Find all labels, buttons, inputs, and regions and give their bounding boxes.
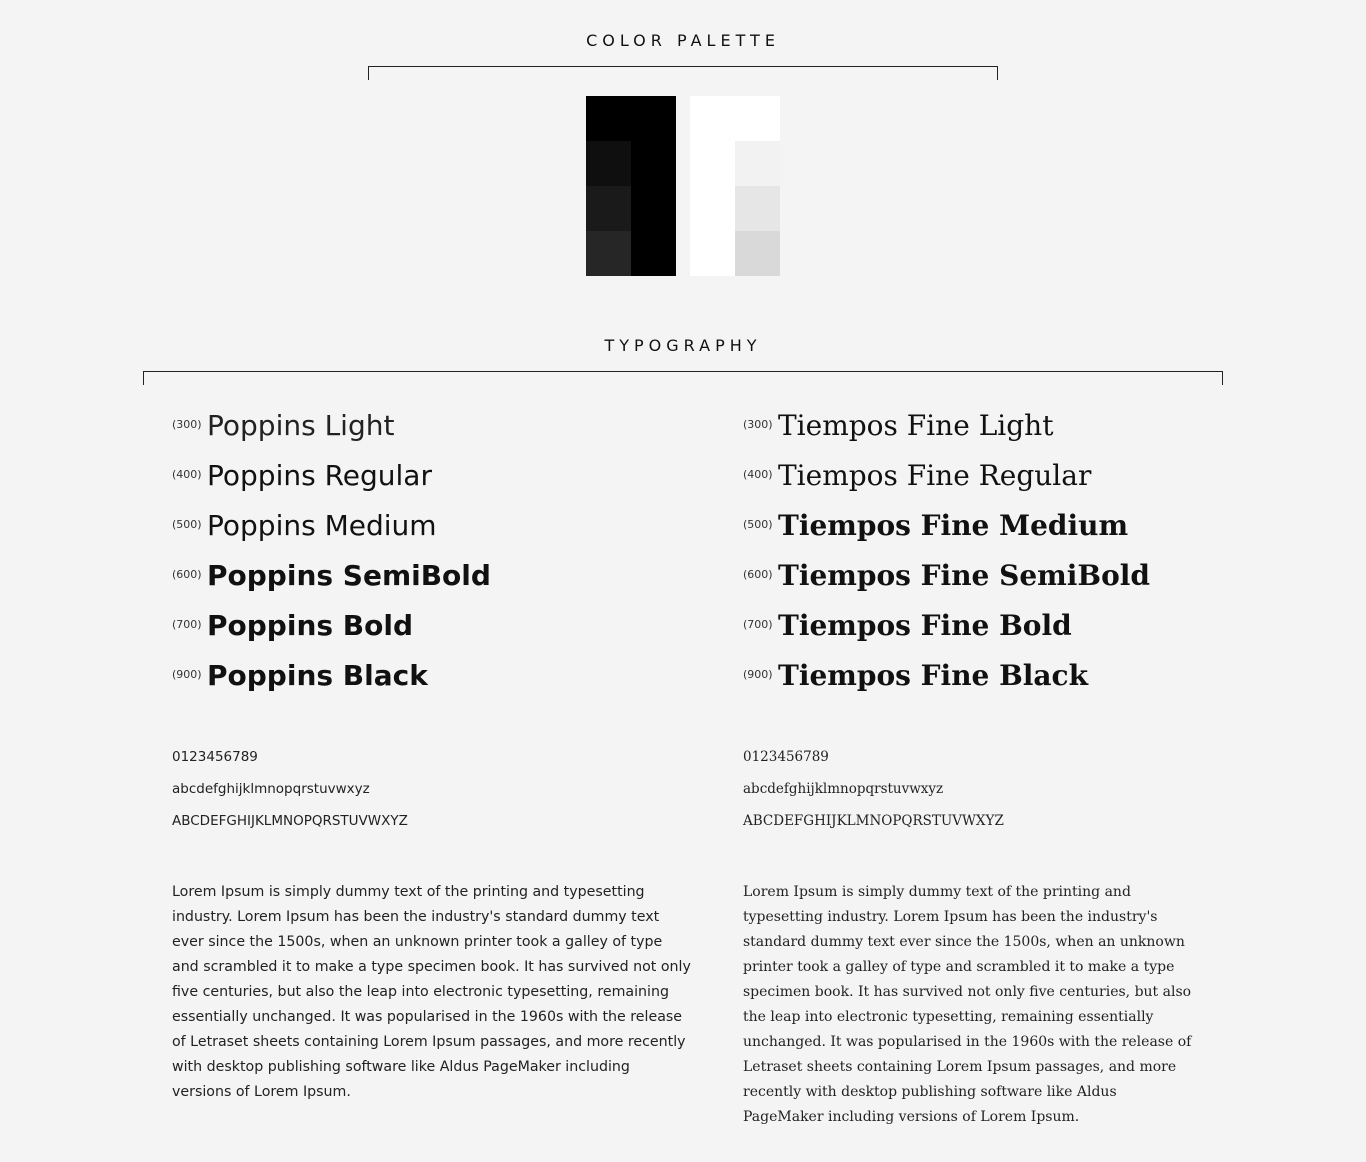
- weight-sample: Tiempos Fine Black: [778, 659, 1089, 692]
- weight-number: (600): [172, 568, 202, 581]
- weight-sample: Poppins Light: [207, 409, 395, 442]
- weight-row: [743, 658, 1203, 708]
- weight-number: (300): [172, 418, 202, 431]
- light-base-swatch: [690, 96, 735, 276]
- weight-number: (500): [172, 518, 202, 531]
- color-palette-title: COLOR PALETTE: [586, 31, 780, 50]
- weight-number: (700): [743, 618, 773, 631]
- weight-row: [743, 608, 1203, 658]
- light-swatch-group: [690, 96, 780, 276]
- weight-sample: Poppins SemiBold: [207, 559, 491, 592]
- dark-shade-swatch: [586, 141, 631, 186]
- serif-character-set: [743, 741, 1004, 837]
- weight-row: [172, 558, 692, 608]
- weight-row: [743, 458, 1203, 508]
- weight-number: (400): [743, 468, 773, 481]
- sans-character-set: [172, 741, 408, 837]
- typography-title: TYPOGRAPHY: [604, 336, 762, 355]
- weight-sample: Tiempos Fine Regular: [778, 459, 1092, 492]
- dark-swatch-group: [586, 96, 676, 276]
- sans-weights-list: [172, 408, 692, 708]
- weight-row: [172, 408, 692, 458]
- light-shade-swatch: [735, 96, 780, 141]
- dark-shade-column: [586, 96, 631, 276]
- digits-sample: 0123456789: [743, 749, 829, 765]
- weight-number: (700): [172, 618, 202, 631]
- lowercase-sample: abcdefghijklmnopqrstuvwxyz: [743, 781, 944, 797]
- typography-divider: [143, 371, 1223, 385]
- weight-row: [172, 458, 692, 508]
- dark-shade-swatch: [586, 231, 631, 276]
- light-shade-column: [735, 96, 780, 276]
- light-shade-swatch: [735, 186, 780, 231]
- dark-shade-swatch: [586, 96, 631, 141]
- weight-sample: Poppins Medium: [207, 509, 437, 542]
- weight-number: (900): [172, 668, 202, 681]
- weight-sample: Tiempos Fine SemiBold: [778, 559, 1150, 592]
- uppercase-sample: ABCDEFGHIJKLMNOPQRSTUVWXYZ: [172, 813, 408, 829]
- weight-sample: Poppins Black: [207, 659, 428, 692]
- weight-number: (300): [743, 418, 773, 431]
- weight-number: (900): [743, 668, 773, 681]
- weight-sample: Tiempos Fine Bold: [778, 609, 1072, 642]
- weight-row: [743, 558, 1203, 608]
- light-shade-swatch: [735, 141, 780, 186]
- digits-sample: 0123456789: [172, 749, 258, 765]
- weight-row: [172, 658, 692, 708]
- weight-number: (400): [172, 468, 202, 481]
- weight-row: [172, 508, 692, 558]
- light-shade-swatch: [735, 231, 780, 276]
- weight-sample: Poppins Regular: [207, 459, 432, 492]
- weight-sample: Tiempos Fine Medium: [778, 509, 1129, 542]
- weight-sample: Tiempos Fine Light: [778, 409, 1054, 442]
- serif-paragraph-sample: Lorem Ipsum is simply dummy text of the printing and typesetting industry. Lorem Ipsum has been the industry's standard dummy text ever since the 1500s, when an unknown printer took a galley of type and scrambled it to make a type specimen book. It has survived not only five centuries, but also the leap into electronic typesetting, remaining essentially unchanged. It was popularised in the 1960s with the release of Letraset sheets containing Lorem Ipsum passages, and more recently with desktop publishing software like Aldus PageMaker including versions of Lorem Ipsum.: [743, 884, 1192, 1125]
- lowercase-sample: abcdefghijklmnopqrstuvwxyz: [172, 781, 370, 797]
- weight-number: (500): [743, 518, 773, 531]
- weight-row: [172, 608, 692, 658]
- weight-row: [743, 408, 1203, 458]
- uppercase-sample: ABCDEFGHIJKLMNOPQRSTUVWXYZ: [743, 813, 1004, 829]
- dark-shade-swatch: [586, 186, 631, 231]
- dark-base-swatch: [631, 96, 676, 276]
- weight-number: (600): [743, 568, 773, 581]
- weight-sample: Poppins Bold: [207, 609, 414, 642]
- serif-weights-list: [743, 408, 1203, 708]
- color-palette-divider: [368, 66, 998, 80]
- sans-paragraph-sample: Lorem Ipsum is simply dummy text of the printing and typesetting industry. Lorem Ipsum has been the industry's standard dummy text ever since the 1500s, when an unknown printer took a galley of type and scrambled it to make a type specimen book. It has survived not only five centuries, but also the leap into electronic typesetting, remaining essentially unchanged. It was popularised in the 1960s with the release of Letraset sheets containing Lorem Ipsum passages, and more recently with desktop publishing software like Aldus PageMaker including versions of Lorem Ipsum.: [172, 884, 691, 1100]
- weight-row: [743, 508, 1203, 558]
